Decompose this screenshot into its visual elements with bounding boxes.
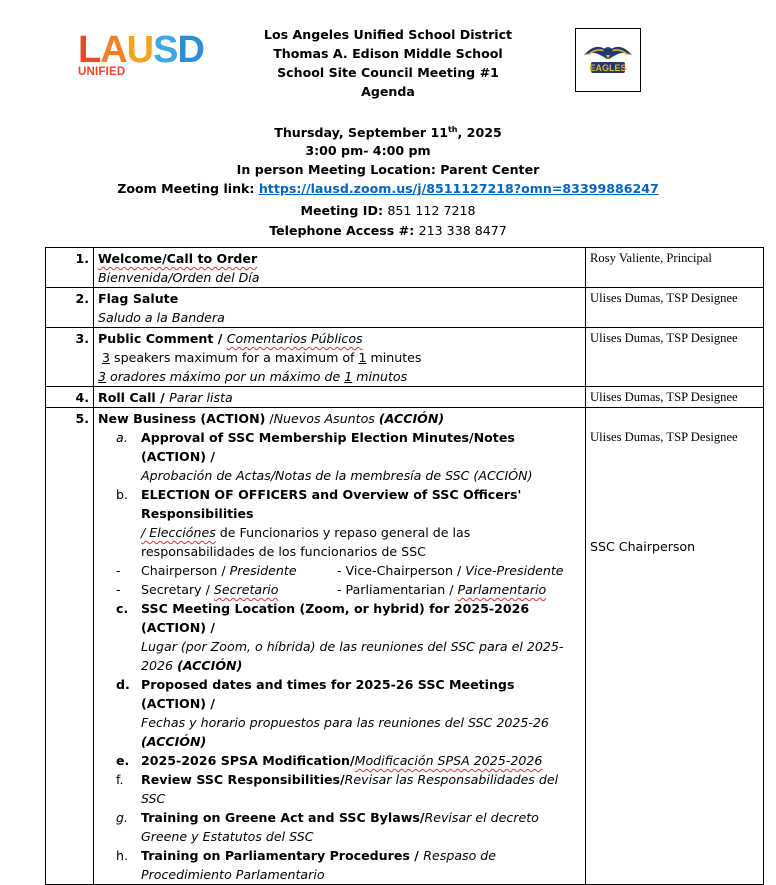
subitem: - Secretary / Secretario - Parliamentarian / Parlamentario	[116, 582, 547, 597]
subitem: d. Proposed dates and times for 2025-26 SSC Meetings (ACTION) / Fechas y horario propuestos para las reuniones del SSC 2025-26 (ACCIÓN)	[116, 677, 549, 749]
item-lead-2: SSC Chairperson	[590, 539, 696, 554]
item-lead: Rosy Valiente, Principal	[586, 248, 764, 288]
item-title-es: Parar lista	[169, 390, 233, 405]
meeting-title: School Site Council Meeting #1	[277, 65, 499, 80]
item-content	[94, 288, 586, 328]
subitem: - Chairperson / Presidente - Vice-Chairperson / Vice-Presidente	[116, 563, 564, 578]
item-number: 5.	[46, 408, 94, 885]
subitem: c. SSC Meeting Location (Zoom, or hybrid) for 2025-2026 (ACTION) / Lugar (por Zoom, o híbrida) de las reuniones del SSC para el 2025-2026 (ACCIÓN)	[116, 601, 564, 673]
lausd-logo-wordmark: LAUSD	[78, 29, 204, 71]
agenda-row	[46, 248, 764, 288]
item-number: 2.	[46, 288, 94, 328]
school-name: Thomas A. Edison Middle School	[273, 46, 503, 61]
item-title: Public Comment	[98, 331, 214, 346]
agenda-row	[46, 288, 764, 328]
item-title-es: Comentarios Públicos	[226, 331, 363, 346]
subitem: b. ELECTION OF OFFICERS and Overview of SSC Officers' Responsibilities / Elecciónes de Funcionarios y repaso general de las responsabilidades de los funcionarios de SSC	[116, 487, 522, 559]
subitem: h. Training on Parliamentary Procedures / Respaso de Procedimiento Parlamentario	[116, 848, 497, 882]
zoom-line: Zoom Meeting link: https://lausd.zoom.us/j/8511127218?omn=83399886247	[117, 181, 659, 196]
item-content: Roll Call / Parar lista	[94, 387, 586, 408]
item-title-es: Bienvenida/Orden del Día	[98, 270, 260, 285]
item-title: Roll Call	[98, 390, 156, 405]
item-lead-1: Ulises Dumas, TSP Designee	[590, 430, 738, 444]
item-lead: Ulises Dumas, TSP Designee	[586, 288, 764, 328]
item-content	[94, 248, 586, 288]
agenda-table	[45, 247, 764, 885]
agenda-row	[46, 328, 764, 387]
zoom-link[interactable]: https://lausd.zoom.us/j/8511127218?omn=83399886247	[258, 181, 659, 196]
item-title-es: Nuevos Asuntos	[273, 411, 379, 426]
phone-line: Telephone Access #: 213 338 8477	[269, 223, 507, 238]
meeting-date: Thursday, September 11th, 2025	[274, 125, 502, 141]
meeting-time: 3:00 pm- 4:00 pm	[305, 143, 431, 158]
subitem: g. Training on Greene Act and SSC Bylaws/Revisar el decreto Greene y Estatutos del SSC	[116, 810, 539, 844]
lausd-logo-sub: UNIFIED	[78, 66, 126, 78]
district-name: Los Angeles Unified School District	[263, 27, 513, 42]
meeting-location: In person Meeting Location: Parent Center	[236, 162, 540, 177]
item-number: 1.	[46, 248, 94, 288]
mascot-text: EAGLES	[589, 63, 627, 73]
agenda-row	[46, 408, 764, 885]
item-content: New Business (ACTION) /Nuevos Asuntos (ACCIÓN) a. Approval of SSC Membership Election Minutes/Notes (ACTION) / Aprobación de Actas/Notas de la membresía de SSC (ACCIÓN) b. ELECTION OF OFFICERS and Overview of SSC Officers' Responsibilities / Elecciónes de Funcionarios y repaso general de las responsabilidades de los funcionarios de SSC - Chairperson / Presidente - Vice-Chairperson / Vice-Presidente - Secretary / Secretario - Parliamentarian / Parlamentario c. SSC Meeting Location (Zoom, or hybrid) for 2025-2026 (ACTION) / Lugar (por Zoom, o híbrida) de las reuniones del SSC para el 2025-2026 (ACCIÓN) d. Proposed dates and times for 2025-26 SSC Meetings (ACTION) / Fechas y horario propuestos para las reuniones del SSC 2025-26 (ACCIÓN) e. 2025-2026 SPSA Modification/Modificación SPSA 2025-2026 f. Review SSC Responsibilities/Revisar las Responsabilidades del SSC g. Training on Greene Act and SSC Bylaws/Revisar el decreto Greene y Estatutos del SSC h. Training on Parliamentary Procedures / Respaso de Procedimiento Parlamentario	[94, 408, 586, 885]
item-lead: Ulises Dumas, TSP Designee	[586, 328, 764, 387]
item-number: 4.	[46, 387, 94, 408]
speaker-rule-es: 3 oradores máximo por un máximo de 1 minutos	[98, 369, 408, 384]
item-title: Flag Salute	[98, 291, 179, 306]
meeting-id-line: Meeting ID: 851 112 7218	[300, 203, 476, 218]
speaker-rule-en: 3 speakers maximum for a maximum of 1 minutes	[102, 350, 422, 365]
item-content: Public Comment / Comentarios Públicos 3 speakers maximum for a maximum of 1 minutes 3 oradores máximo por un máximo de 1 minutos	[94, 328, 586, 387]
subitem: f. Review SSC Responsibilities/Revisar las Responsabilidades del SSC	[116, 772, 559, 806]
item-number: 3.	[46, 328, 94, 387]
item-title: Welcome/Call to Order	[98, 251, 258, 266]
item-lead: Ulises Dumas, TSP Designee	[586, 387, 764, 408]
doc-title: Agenda	[361, 84, 415, 99]
item-lead	[586, 408, 764, 885]
agenda-row	[46, 387, 764, 408]
subitem: a. Approval of SSC Membership Election Minutes/Notes (ACTION) / Aprobación de Actas/Notas de la membresía de SSC (ACCIÓN)	[116, 430, 533, 483]
item-title: New Business (ACTION)	[98, 411, 266, 426]
subitem: e. 2025-2026 SPSA Modification/Modificación SPSA 2025-2026	[116, 753, 543, 768]
item-title-es: Saludo a la Bandera	[98, 310, 225, 325]
